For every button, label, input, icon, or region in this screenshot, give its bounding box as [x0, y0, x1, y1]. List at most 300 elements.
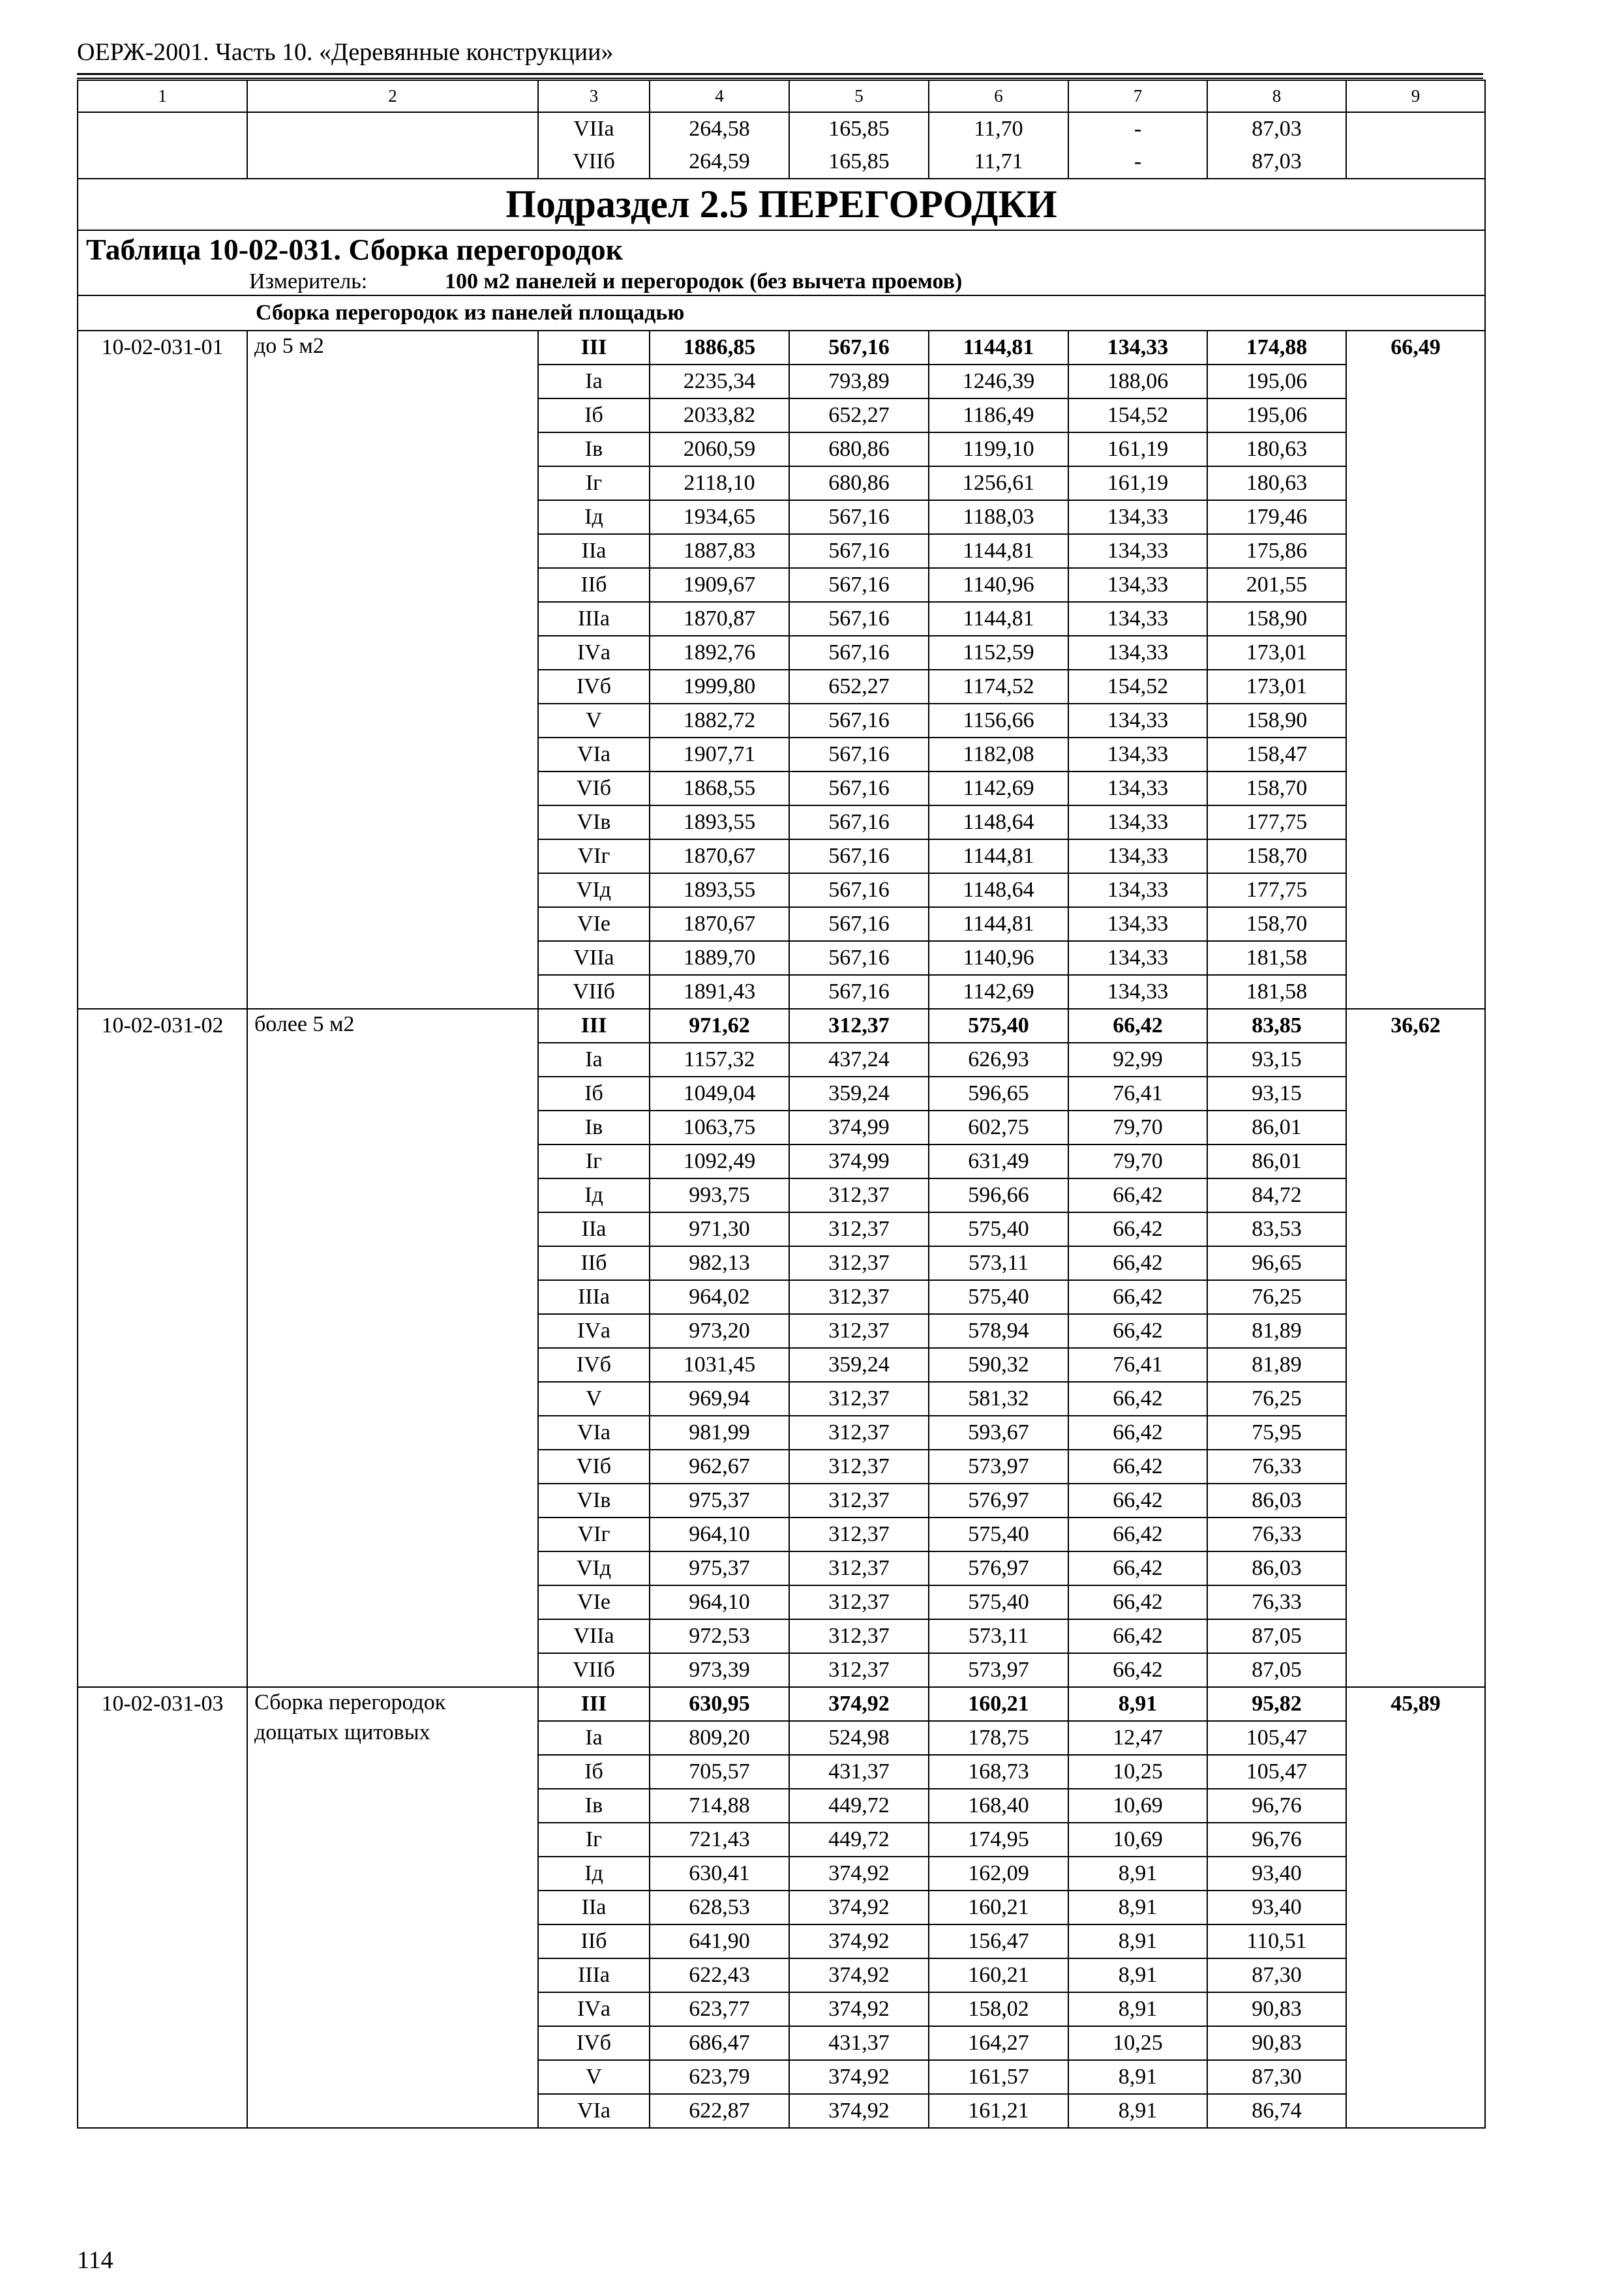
meter-label: Измеритель:: [249, 269, 368, 293]
value-cell: 981,99: [650, 1416, 789, 1450]
value-cell: 374,92: [789, 2094, 929, 2128]
column-number: 7: [1068, 80, 1207, 112]
value-cell: 705,57: [650, 1755, 789, 1789]
value-cell: 154,52: [1068, 398, 1207, 432]
value-cell: 134,33: [1068, 636, 1207, 670]
value-cell: VIб: [538, 1450, 650, 1484]
value-cell: IVб: [538, 670, 650, 704]
value-cell: IIа: [538, 1891, 650, 1924]
value-cell: IIIа: [538, 1958, 650, 1992]
group-title-row: [78, 295, 1485, 331]
value-cell: III: [538, 1009, 650, 1043]
value-cell: 66,42: [1068, 1585, 1207, 1619]
value-cell: 973,20: [650, 1314, 789, 1348]
value-cell: 84,72: [1207, 1178, 1346, 1212]
value-cell: 175,86: [1207, 534, 1346, 568]
value-cell: 1092,49: [650, 1144, 789, 1178]
value-cell: 8,91: [1068, 1891, 1207, 1924]
value-cell: 567,16: [789, 534, 929, 568]
value-cell: 8,91: [1068, 1687, 1207, 1721]
value-cell: 686,47: [650, 2026, 789, 2060]
value-cell: 66,42: [1068, 1518, 1207, 1551]
value-cell: 158,70: [1207, 839, 1346, 873]
value-cell: VIе: [538, 907, 650, 941]
value-cell: 95,82: [1207, 1687, 1346, 1721]
value-cell: 66,42: [1068, 1619, 1207, 1653]
value-cell: 1152,59: [929, 636, 1068, 670]
item-code: 10-02-031-03: [78, 1687, 247, 2128]
value-cell: 158,02: [929, 1992, 1068, 2026]
value-cell: 158,90: [1207, 602, 1346, 636]
value-cell: 180,63: [1207, 432, 1346, 466]
group-title-cell: [78, 295, 1485, 331]
value-cell: 1157,32: [650, 1043, 789, 1077]
value-cell: 66,42: [1068, 1009, 1207, 1043]
value-cell: 154,52: [1068, 670, 1207, 704]
column-number: 2: [247, 80, 538, 112]
value-cell: 76,33: [1207, 1450, 1346, 1484]
value-cell: Iд: [538, 1857, 650, 1891]
value-cell: 66,42: [1068, 1450, 1207, 1484]
value-cell: 8,91: [1068, 2060, 1207, 2094]
value-cell: Iа: [538, 365, 650, 398]
value-cell: 87,05: [1207, 1653, 1346, 1687]
value-cell: V: [538, 704, 650, 738]
value-cell: 158,70: [1207, 771, 1346, 805]
value-cell: 602,75: [929, 1111, 1068, 1144]
item-name: Сборка перегородок дощатых щитовых: [247, 1687, 538, 2128]
value-cell: Iа: [538, 1721, 650, 1755]
value-cell: 374,99: [789, 1111, 929, 1144]
value-cell: 567,16: [789, 738, 929, 771]
value-cell: 972,53: [650, 1619, 789, 1653]
value-cell: Iв: [538, 1789, 650, 1823]
value-cell: 90,83: [1207, 1992, 1346, 2026]
value-cell: Iв: [538, 1111, 650, 1144]
table-row: [78, 145, 1485, 179]
value-cell: 652,27: [789, 670, 929, 704]
value-cell: 1063,75: [650, 1111, 789, 1144]
value-cell: VIд: [538, 1551, 650, 1585]
value-cell: 809,20: [650, 1721, 789, 1755]
value-cell: 96,65: [1207, 1246, 1346, 1280]
value-cell: 11,70: [929, 112, 1068, 145]
value-cell: 96,76: [1207, 1823, 1346, 1857]
value-cell: 87,30: [1207, 1958, 1346, 1992]
value-cell: 105,47: [1207, 1721, 1346, 1755]
value-cell: 374,92: [789, 2060, 929, 2094]
value-cell: 982,13: [650, 1246, 789, 1280]
running-header: ОЕРЖ-2001. Часть 10. «Деревянные конструкции»: [77, 38, 614, 66]
value-cell: 164,27: [929, 2026, 1068, 2060]
item-code: 10-02-031-01: [78, 331, 247, 1009]
table-body: [78, 80, 1485, 2128]
item-code: 10-02-031-02: [78, 1009, 247, 1687]
value-cell: IVб: [538, 2026, 650, 2060]
value-cell: 11,71: [929, 145, 1068, 179]
value-cell: 173,01: [1207, 670, 1346, 704]
value-cell: 576,97: [929, 1484, 1068, 1518]
value-cell: 10,25: [1068, 1755, 1207, 1789]
value-cell: 680,86: [789, 466, 929, 500]
value-cell: 1144,81: [929, 907, 1068, 941]
value-cell: 631,49: [929, 1144, 1068, 1178]
table-title: Таблица 10-02-031. Сборка перегородок: [78, 230, 1485, 269]
col9-cell: [1346, 112, 1485, 145]
value-cell: Iд: [538, 500, 650, 534]
value-cell: 524,98: [789, 1721, 929, 1755]
value-cell: 10,69: [1068, 1789, 1207, 1823]
item-first-row: [78, 331, 1485, 365]
value-cell: 134,33: [1068, 873, 1207, 907]
value-cell: 1049,04: [650, 1077, 789, 1111]
value-cell: IIб: [538, 568, 650, 602]
value-cell: Iд: [538, 1178, 650, 1212]
value-cell: 177,75: [1207, 805, 1346, 839]
value-cell: 134,33: [1068, 839, 1207, 873]
value-cell: 1870,87: [650, 602, 789, 636]
value-cell: 641,90: [650, 1924, 789, 1958]
value-cell: 596,65: [929, 1077, 1068, 1111]
value-cell: 567,16: [789, 568, 929, 602]
value-cell: 437,24: [789, 1043, 929, 1077]
value-cell: 1909,67: [650, 568, 789, 602]
value-cell: 76,33: [1207, 1518, 1346, 1551]
table-row: [78, 112, 1485, 145]
value-cell: 134,33: [1068, 568, 1207, 602]
value-cell: 181,58: [1207, 941, 1346, 975]
item-first-row: [78, 1009, 1485, 1043]
value-cell: VIд: [538, 873, 650, 907]
value-cell: 181,58: [1207, 975, 1346, 1009]
value-cell: 165,85: [789, 145, 929, 179]
value-cell: 76,41: [1068, 1348, 1207, 1382]
value-cell: 86,74: [1207, 2094, 1346, 2128]
value-cell: 312,37: [789, 1450, 929, 1484]
value-cell: 622,87: [650, 2094, 789, 2128]
value-cell: Iг: [538, 466, 650, 500]
value-cell: 1256,61: [929, 466, 1068, 500]
value-cell: 374,92: [789, 1891, 929, 1924]
group-title: Сборка перегородок из панелей площадью: [256, 301, 685, 325]
value-cell: 1870,67: [650, 907, 789, 941]
value-cell: 10,25: [1068, 2026, 1207, 2060]
value-cell: Iб: [538, 398, 650, 432]
value-cell: 312,37: [789, 1653, 929, 1687]
value-cell: 964,02: [650, 1280, 789, 1314]
value-cell: 105,47: [1207, 1755, 1346, 1789]
value-cell: 195,06: [1207, 365, 1346, 398]
value-cell: 590,32: [929, 1348, 1068, 1382]
value-cell: 449,72: [789, 1823, 929, 1857]
value-cell: 374,99: [789, 1144, 929, 1178]
value-cell: 575,40: [929, 1009, 1068, 1043]
value-cell: 83,53: [1207, 1212, 1346, 1246]
value-cell: 168,40: [929, 1789, 1068, 1823]
value-cell: Iв: [538, 432, 650, 466]
value-cell: 623,79: [650, 2060, 789, 2094]
value-cell: 66,42: [1068, 1280, 1207, 1314]
value-cell: 1882,72: [650, 704, 789, 738]
value-cell: 86,03: [1207, 1551, 1346, 1585]
value-cell: 96,76: [1207, 1789, 1346, 1823]
value-cell: 374,92: [789, 1992, 929, 2026]
value-cell: 567,16: [789, 636, 929, 670]
column-number: 9: [1346, 80, 1485, 112]
value-cell: 1870,67: [650, 839, 789, 873]
value-cell: 79,70: [1068, 1111, 1207, 1144]
value-cell: 87,30: [1207, 2060, 1346, 2094]
value-cell: 161,21: [929, 2094, 1068, 2128]
value-cell: 1174,52: [929, 670, 1068, 704]
value-cell: 1182,08: [929, 738, 1068, 771]
value-cell: 174,88: [1207, 331, 1346, 365]
value-cell: 75,95: [1207, 1416, 1346, 1450]
value-cell: 1140,96: [929, 568, 1068, 602]
name-cell: [247, 112, 538, 145]
value-cell: Iа: [538, 1043, 650, 1077]
value-cell: 81,89: [1207, 1348, 1346, 1382]
value-cell: 110,51: [1207, 1924, 1346, 1958]
value-cell: 81,89: [1207, 1314, 1346, 1348]
value-cell: 1887,83: [650, 534, 789, 568]
value-cell: 567,16: [789, 873, 929, 907]
value-cell: Iб: [538, 1755, 650, 1789]
value-cell: 312,37: [789, 1212, 929, 1246]
value-cell: 567,16: [789, 907, 929, 941]
value-cell: 449,72: [789, 1789, 929, 1823]
value-cell: 312,37: [789, 1178, 929, 1212]
value-cell: 962,67: [650, 1450, 789, 1484]
value-cell: 628,53: [650, 1891, 789, 1924]
value-cell: 1144,81: [929, 839, 1068, 873]
value-cell: 630,95: [650, 1687, 789, 1721]
value-cell: 312,37: [789, 1246, 929, 1280]
value-cell: VIг: [538, 1518, 650, 1551]
value-cell: 593,67: [929, 1416, 1068, 1450]
value-cell: 134,33: [1068, 534, 1207, 568]
value-cell: -: [1068, 145, 1207, 179]
value-cell: 86,01: [1207, 1144, 1346, 1178]
value-cell: 93,40: [1207, 1857, 1346, 1891]
value-cell: VIб: [538, 771, 650, 805]
col9-cell: [1346, 145, 1485, 179]
value-cell: 374,92: [789, 1857, 929, 1891]
name-cell: [247, 145, 538, 179]
value-cell: 1893,55: [650, 805, 789, 839]
value-cell: 1140,96: [929, 941, 1068, 975]
value-cell: 1142,69: [929, 771, 1068, 805]
value-cell: 134,33: [1068, 907, 1207, 941]
value-cell: 1246,39: [929, 365, 1068, 398]
value-cell: 93,40: [1207, 1891, 1346, 1924]
code-cell: [78, 112, 247, 145]
value-cell: IVа: [538, 636, 650, 670]
value-cell: 168,73: [929, 1755, 1068, 1789]
value-cell: 134,33: [1068, 805, 1207, 839]
value-cell: 964,10: [650, 1518, 789, 1551]
item-name: до 5 м2: [247, 331, 538, 1009]
value-cell: 573,11: [929, 1619, 1068, 1653]
value-cell: VIа: [538, 2094, 650, 2128]
value-cell: 79,70: [1068, 1144, 1207, 1178]
value-cell: 76,25: [1207, 1280, 1346, 1314]
value-cell: III: [538, 1687, 650, 1721]
column-number: 1: [78, 80, 247, 112]
value-cell: V: [538, 2060, 650, 2094]
value-cell: 2235,34: [650, 365, 789, 398]
value-cell: 92,99: [1068, 1043, 1207, 1077]
value-cell: V: [538, 1382, 650, 1416]
value-cell: 359,24: [789, 1348, 929, 1382]
value-cell: 173,01: [1207, 636, 1346, 670]
value-cell: VIIа: [538, 941, 650, 975]
value-cell: VIг: [538, 839, 650, 873]
value-cell: 312,37: [789, 1009, 929, 1043]
value-cell: 567,16: [789, 941, 929, 975]
column-number-row: [78, 80, 1485, 112]
value-cell: 2118,10: [650, 466, 789, 500]
value-cell: 1889,70: [650, 941, 789, 975]
value-cell: VIIа: [538, 1619, 650, 1653]
value-cell: 2033,82: [650, 398, 789, 432]
column-number: 4: [650, 80, 789, 112]
meter-row: [78, 269, 1485, 295]
value-cell: IIа: [538, 534, 650, 568]
value-cell: 431,37: [789, 2026, 929, 2060]
value-cell: 1156,66: [929, 704, 1068, 738]
value-cell: IIIа: [538, 1280, 650, 1314]
meter-value: 100 м2 панелей и перегородок (без вычета проемов): [445, 269, 963, 293]
value-cell: 312,37: [789, 1314, 929, 1348]
value-cell: 969,94: [650, 1382, 789, 1416]
value-cell: 567,16: [789, 500, 929, 534]
value-cell: 567,16: [789, 839, 929, 873]
value-cell: IIб: [538, 1246, 650, 1280]
meter-cell: [78, 269, 1485, 295]
value-cell: 93,15: [1207, 1043, 1346, 1077]
value-cell: 567,16: [789, 602, 929, 636]
value-cell: 195,06: [1207, 398, 1346, 432]
value-cell: 312,37: [789, 1619, 929, 1653]
value-cell: 90,83: [1207, 2026, 1346, 2060]
value-cell: 721,43: [650, 1823, 789, 1857]
item-col9: 45,89: [1346, 1687, 1485, 2128]
value-cell: 581,32: [929, 1382, 1068, 1416]
value-cell: 87,03: [1207, 145, 1346, 179]
value-cell: 134,33: [1068, 738, 1207, 771]
value-cell: 1934,65: [650, 500, 789, 534]
header-rule: [77, 73, 1483, 75]
value-cell: 573,97: [929, 1450, 1068, 1484]
value-cell: 573,11: [929, 1246, 1068, 1280]
value-cell: 312,37: [789, 1382, 929, 1416]
value-cell: 993,75: [650, 1178, 789, 1212]
value-cell: IVб: [538, 1348, 650, 1382]
value-cell: 8,91: [1068, 1992, 1207, 2026]
value-cell: 76,25: [1207, 1382, 1346, 1416]
value-cell: 66,42: [1068, 1382, 1207, 1416]
value-cell: 312,37: [789, 1518, 929, 1551]
value-cell: 1999,80: [650, 670, 789, 704]
value-cell: III: [538, 331, 650, 365]
subsection-row: [78, 179, 1485, 230]
value-cell: 1148,64: [929, 873, 1068, 907]
value-cell: 1031,45: [650, 1348, 789, 1382]
value-cell: 431,37: [789, 1755, 929, 1789]
value-cell: 626,93: [929, 1043, 1068, 1077]
value-cell: 575,40: [929, 1212, 1068, 1246]
column-number: 6: [929, 80, 1068, 112]
value-cell: 374,92: [789, 1958, 929, 1992]
price-table: [77, 80, 1486, 2129]
value-cell: 8,91: [1068, 1958, 1207, 1992]
value-cell: 622,43: [650, 1958, 789, 1992]
value-cell: 1144,81: [929, 331, 1068, 365]
value-cell: IIIа: [538, 602, 650, 636]
value-cell: VIIб: [538, 975, 650, 1009]
value-cell: 596,66: [929, 1178, 1068, 1212]
value-cell: IVа: [538, 1314, 650, 1348]
value-cell: 1144,81: [929, 602, 1068, 636]
value-cell: 973,39: [650, 1653, 789, 1687]
value-cell: 66,42: [1068, 1551, 1207, 1585]
value-cell: 76,33: [1207, 1585, 1346, 1619]
value-cell: VIв: [538, 805, 650, 839]
value-cell: 8,91: [1068, 2094, 1207, 2128]
value-cell: 134,33: [1068, 704, 1207, 738]
value-cell: 201,55: [1207, 568, 1346, 602]
value-cell: 359,24: [789, 1077, 929, 1111]
value-cell: 177,75: [1207, 873, 1346, 907]
value-cell: 174,95: [929, 1823, 1068, 1857]
value-cell: 975,37: [650, 1551, 789, 1585]
value-cell: 567,16: [789, 704, 929, 738]
value-cell: 567,16: [789, 975, 929, 1009]
value-cell: 312,37: [789, 1280, 929, 1314]
value-cell: 680,86: [789, 432, 929, 466]
value-cell: VIа: [538, 738, 650, 771]
value-cell: 66,42: [1068, 1178, 1207, 1212]
value-cell: VIв: [538, 1484, 650, 1518]
value-cell: 158,47: [1207, 738, 1346, 771]
value-cell: 652,27: [789, 398, 929, 432]
value-cell: 264,58: [650, 112, 789, 145]
value-cell: 2060,59: [650, 432, 789, 466]
value-cell: 178,75: [929, 1721, 1068, 1755]
value-cell: 66,42: [1068, 1246, 1207, 1280]
header-rule-thin: [77, 78, 1483, 79]
value-cell: 1144,81: [929, 534, 1068, 568]
value-cell: 8,91: [1068, 1857, 1207, 1891]
value-cell: 76,41: [1068, 1077, 1207, 1111]
value-cell: 575,40: [929, 1518, 1068, 1551]
value-cell: 975,37: [650, 1484, 789, 1518]
value-cell: 567,16: [789, 771, 929, 805]
value-cell: 66,42: [1068, 1314, 1207, 1348]
value-cell: 1886,85: [650, 331, 789, 365]
value-cell: Iг: [538, 1823, 650, 1857]
value-cell: 374,92: [789, 1924, 929, 1958]
value-cell: IVа: [538, 1992, 650, 2026]
value-cell: 964,10: [650, 1585, 789, 1619]
value-cell: Iг: [538, 1144, 650, 1178]
page-number: 114: [77, 2247, 113, 2274]
value-cell: 66,42: [1068, 1484, 1207, 1518]
value-cell: 134,33: [1068, 331, 1207, 365]
value-cell: 1868,55: [650, 771, 789, 805]
value-cell: 1142,69: [929, 975, 1068, 1009]
